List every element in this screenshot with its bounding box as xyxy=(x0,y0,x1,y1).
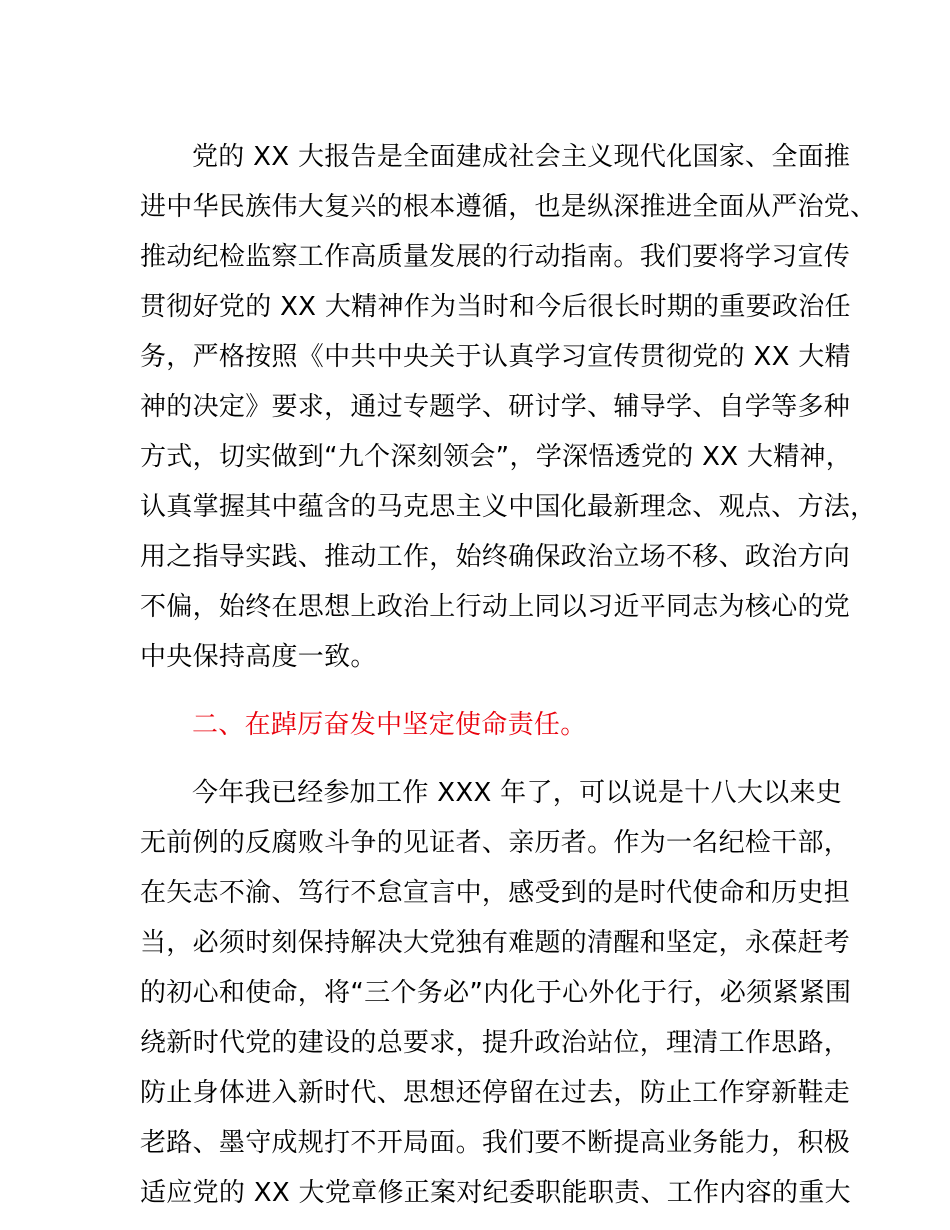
paragraph-2-line-7: 防止身体进入新时代、思想还停留在过去，防止工作穿新鞋走 xyxy=(140,1078,851,1108)
paragraph-2-line-3: 在矢志不渝、笃行不怠宣言中，感受到的是时代使命和历史担 xyxy=(140,878,851,908)
paragraph-1-line-2: 进中华民族伟大复兴的根本遵循，也是纵深推进全面从严治党、 xyxy=(140,192,877,222)
paragraph-1-line-8: 认真掌握其中蕴含的马克思主义中国化最新理念、观点、方法， xyxy=(140,492,877,522)
paragraph-2-line-8: 老路、墨守成规打不开局面。我们要不断提高业务能力，积极 xyxy=(140,1128,851,1158)
paragraph-1-line-4: 贯彻好党的 XX 大精神作为当时和今后很长时期的重要政治任 xyxy=(140,292,851,322)
paragraph-1-line-10: 不偏，始终在思想上政治上行动上同以习近平同志为核心的党 xyxy=(140,592,851,622)
paragraph-1-line-6: 神的决定》要求，通过专题学、研讨学、辅导学、自学等多种 xyxy=(140,392,851,422)
paragraph-1-line-3: 推动纪检监察工作高质量发展的行动指南。我们要将学习宣传 xyxy=(140,242,851,272)
paragraph-1-line-1: 党的 XX 大报告是全面建成社会主义现代化国家、全面推 xyxy=(192,142,851,172)
section-heading-2: 二、在踔厉奋发中坚定使命责任。 xyxy=(192,710,587,740)
paragraph-1-line-11: 中央保持高度一致。 xyxy=(140,642,377,672)
paragraph-2-line-4: 当，必须时刻保持解决大党独有难题的清醒和坚定，永葆赶考 xyxy=(140,928,851,958)
paragraph-1-line-7: 方式，切实做到“九个深刻领会”，学深悟透党的 XX 大精神， xyxy=(140,442,853,472)
paragraph-2-line-9: 适应党的 XX 大党章修正案对纪委职能职责、工作内容的重大 xyxy=(140,1178,851,1208)
paragraph-2-line-5: 的初心和使命，将“三个务必”内化于心外化于行，必须紧紧围 xyxy=(140,978,852,1008)
paragraph-1-line-9: 用之指导实践、推动工作，始终确保政治立场不移、政治方向 xyxy=(140,542,851,572)
paragraph-2-line-2: 无前例的反腐败斗争的见证者、亲历者。作为一名纪检干部， xyxy=(140,828,851,858)
paragraph-2-line-1: 今年我已经参加工作 XXX 年了，可以说是十八大以来史 xyxy=(192,778,843,808)
paragraph-1-line-5: 务，严格按照《中共中央关于认真学习宣传贯彻党的 XX 大精 xyxy=(140,342,851,372)
paragraph-2-line-6: 绕新时代党的建设的总要求，提升政治站位，理清工作思路， xyxy=(140,1028,851,1058)
